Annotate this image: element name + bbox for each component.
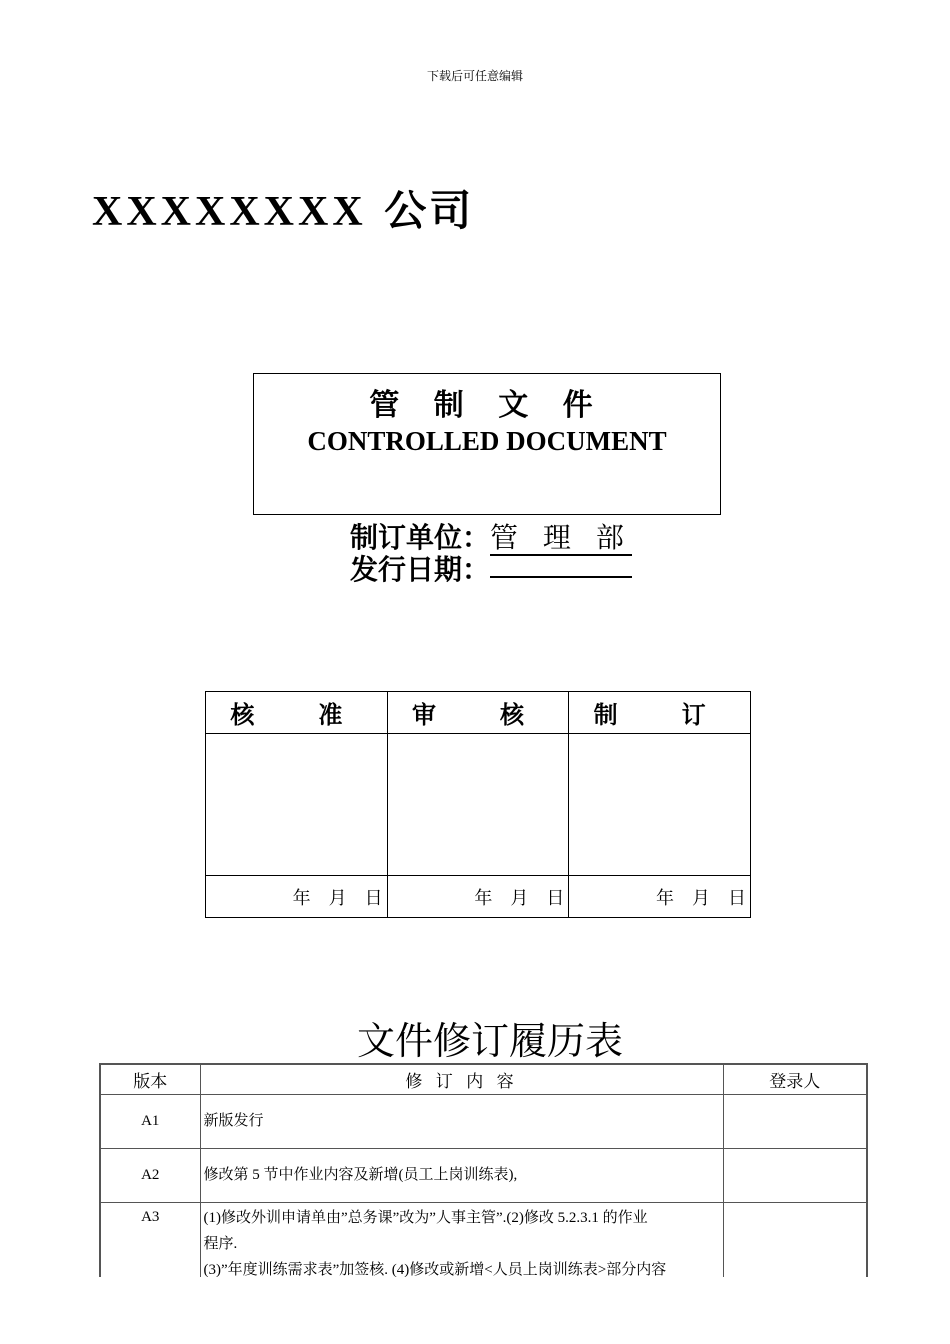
issuing-unit-value: 管 理 部 xyxy=(490,521,632,554)
day-label: 日 xyxy=(546,887,565,909)
version-cell: A1 xyxy=(100,1094,200,1148)
issue-date-label: 发行日期： xyxy=(350,553,491,586)
approve-date-cell xyxy=(206,876,388,918)
content-column-header: 修 订 内 容 xyxy=(200,1064,723,1094)
controlled-title-cn: 管 制 文 件 xyxy=(369,388,605,423)
year-label: 年 xyxy=(474,887,493,909)
month-label: 月 xyxy=(510,887,529,909)
version-cell: A2 xyxy=(100,1148,200,1202)
approval-signature-row xyxy=(206,734,751,876)
content-line: (1)修改外训申请单由”总务课”改为”人事主管”.(2)修改 5.2.3.1 的作业 xyxy=(203,1209,648,1226)
revision-history-table xyxy=(99,1063,868,1286)
review-header: 审 核 xyxy=(387,692,569,734)
approval-header-row xyxy=(206,692,751,734)
prepare-signature-cell xyxy=(569,734,751,876)
recorder-cell xyxy=(723,1202,867,1285)
content-cell: 新版发行 xyxy=(200,1094,723,1148)
table-row xyxy=(100,1148,867,1202)
revision-history-title: 文件修订履历表 xyxy=(356,1019,623,1063)
approve-signature-cell xyxy=(206,734,388,876)
content-line: 程序. xyxy=(203,1235,238,1252)
controlled-document-box xyxy=(253,373,721,515)
approval-date-row xyxy=(206,876,751,918)
company-prefix: XXXXXXXX xyxy=(92,189,367,235)
table-row xyxy=(100,1094,867,1148)
approval-table xyxy=(205,691,751,918)
month-label: 月 xyxy=(328,887,347,909)
controlled-title-en: CONTROLLED DOCUMENT xyxy=(307,426,667,456)
company-suffix: 公司 xyxy=(384,186,475,235)
approve-header: 核 准 xyxy=(206,692,388,734)
review-signature-cell xyxy=(387,734,569,876)
day-label: 日 xyxy=(364,887,383,909)
page-bottom-crop xyxy=(0,1277,950,1344)
recorder-cell xyxy=(723,1148,867,1202)
month-label: 月 xyxy=(692,887,710,909)
review-date-cell xyxy=(387,876,569,918)
day-label: 日 xyxy=(728,887,746,909)
recorder-column-header: 登录人 xyxy=(723,1064,867,1094)
content-line: (3)”年度训练需求表”加签核. (4)修改或新增<人员上岗训练表>部分内容 xyxy=(203,1261,667,1278)
version-cell: A3 xyxy=(100,1202,200,1285)
year-label: 年 xyxy=(656,887,674,909)
prepare-header: 制 订 xyxy=(569,692,751,734)
year-label: 年 xyxy=(292,887,311,909)
table-row xyxy=(100,1202,867,1285)
content-cell: 修改第 5 节中作业内容及新增(员工上岗训练表), xyxy=(200,1148,723,1202)
version-column-header: 版本 xyxy=(100,1064,200,1094)
issue-date-value xyxy=(490,548,632,578)
prepare-date-cell xyxy=(569,876,751,918)
content-cell xyxy=(200,1202,723,1285)
history-header-row xyxy=(100,1064,867,1094)
company-name xyxy=(92,178,474,238)
issue-date-line xyxy=(350,548,632,588)
issuing-unit-label: 制订单位： xyxy=(350,521,491,554)
recorder-cell xyxy=(723,1094,867,1148)
header-note: 下载后可任意编辑 xyxy=(426,69,523,83)
